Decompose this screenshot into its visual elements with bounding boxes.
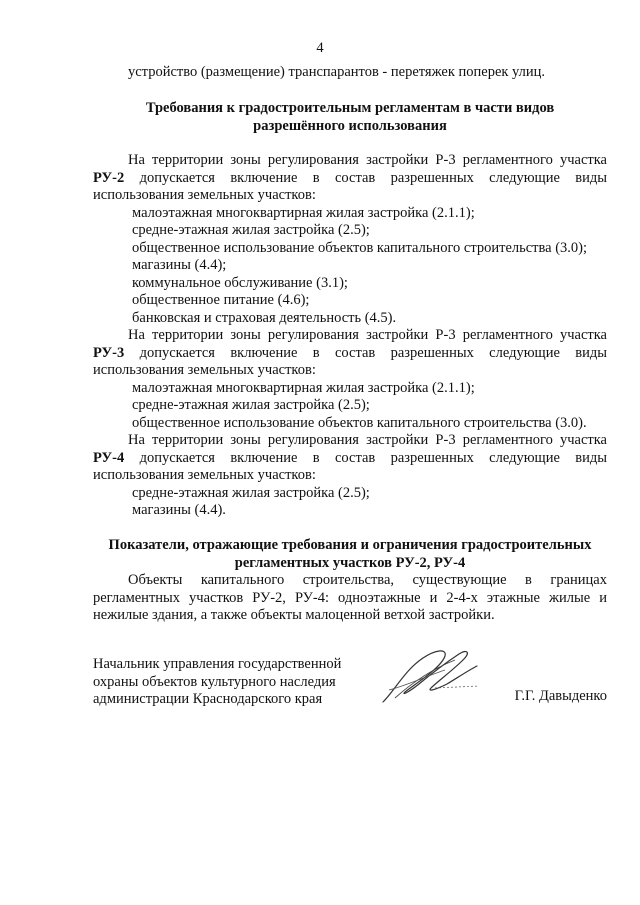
signatory-name: Г.Г. Давыденко: [514, 688, 607, 704]
ru4-line-2-text: допускается включение в состав разрешенных следующие виды: [139, 450, 608, 466]
ru2-paragraph-line-2: [93, 170, 607, 187]
ru3-item: малоэтажная многоквартирная жилая застройка (2.1.1);: [132, 380, 475, 396]
ru2-item: малоэтажная многоквартирная жилая застройка (2.1.1);: [132, 205, 475, 221]
ru2-paragraph-line-3: использования земельных участков:: [93, 187, 316, 203]
signatory-title-line-1: Начальник управления государственной: [93, 656, 342, 672]
handwritten-signature: [375, 640, 485, 710]
ru3-line-2-text: допускается включение в состав разрешенных следующие виды: [139, 345, 608, 361]
indicators-line-2: регламентных участков РУ-2, РУ-4: одноэтажные и 2-4-х этажные жилые и: [93, 590, 607, 606]
ru2-item: магазины (4.4);: [132, 257, 227, 273]
signatory-title-line-2: охраны объектов культурного наследия: [93, 674, 336, 690]
ru2-paragraph-line-1: На территории зоны регулирования застройки Р-3 регламентного участка: [128, 152, 607, 168]
ru2-line-2-text: допускается включение в состав разрешенных следующие виды: [139, 170, 608, 186]
indicators-line-3: нежилые здания, а также объекты малоценной ветхой застройки.: [93, 607, 495, 623]
ru3-paragraph-line-1: На территории зоны регулирования застройки Р-3 регламентного участка: [128, 327, 607, 343]
heading-2-line-1: Показатели, отражающие требования и ограничения градостроительных: [108, 537, 592, 553]
signatory-title-line-3: администрации Краснодарского края: [93, 691, 323, 707]
ru4-item: магазины (4.4).: [132, 502, 226, 518]
heading-2-line-2: регламентных участков РУ-2, РУ-4: [234, 555, 466, 571]
ru2-item: средне-этажная жилая застройка (2.5);: [132, 222, 370, 238]
ru3-item: средне-этажная жилая застройка (2.5);: [132, 397, 370, 413]
ru2-code: РУ-2: [93, 170, 125, 186]
ru3-code: РУ-3: [93, 345, 125, 361]
page-number: 4: [316, 40, 324, 56]
heading-1-line-1: Требования к градостроительным регламентам в части видов: [145, 100, 555, 116]
ru2-item: банковская и страховая деятельность (4.5).: [132, 310, 397, 326]
heading-1-line-2: разрешённого использования: [253, 118, 447, 134]
intro-line: устройство (размещение) транспарантов - перетяжек поперек улиц.: [128, 64, 546, 80]
ru4-paragraph-line-2: [93, 450, 607, 467]
ru4-paragraph-line-3: использования земельных участков:: [93, 467, 316, 483]
ru2-item: коммунальное обслуживание (3.1);: [132, 275, 348, 291]
ru2-item: общественное питание (4.6);: [132, 292, 310, 308]
ru3-paragraph-line-3: использования земельных участков:: [93, 362, 316, 378]
ru4-paragraph-line-1: На территории зоны регулирования застройки Р-3 регламентного участка: [128, 432, 607, 448]
ru3-paragraph-line-2: [93, 345, 607, 362]
ru4-item: средне-этажная жилая застройка (2.5);: [132, 485, 370, 501]
ru4-code: РУ-4: [93, 450, 125, 466]
indicators-line-1: Объекты капитального строительства, существующие в границах: [128, 572, 607, 588]
ru2-item: общественное использование объектов капитального строительства (3.0);: [132, 240, 588, 256]
ru3-item: общественное использование объектов капитального строительства (3.0).: [132, 415, 587, 431]
